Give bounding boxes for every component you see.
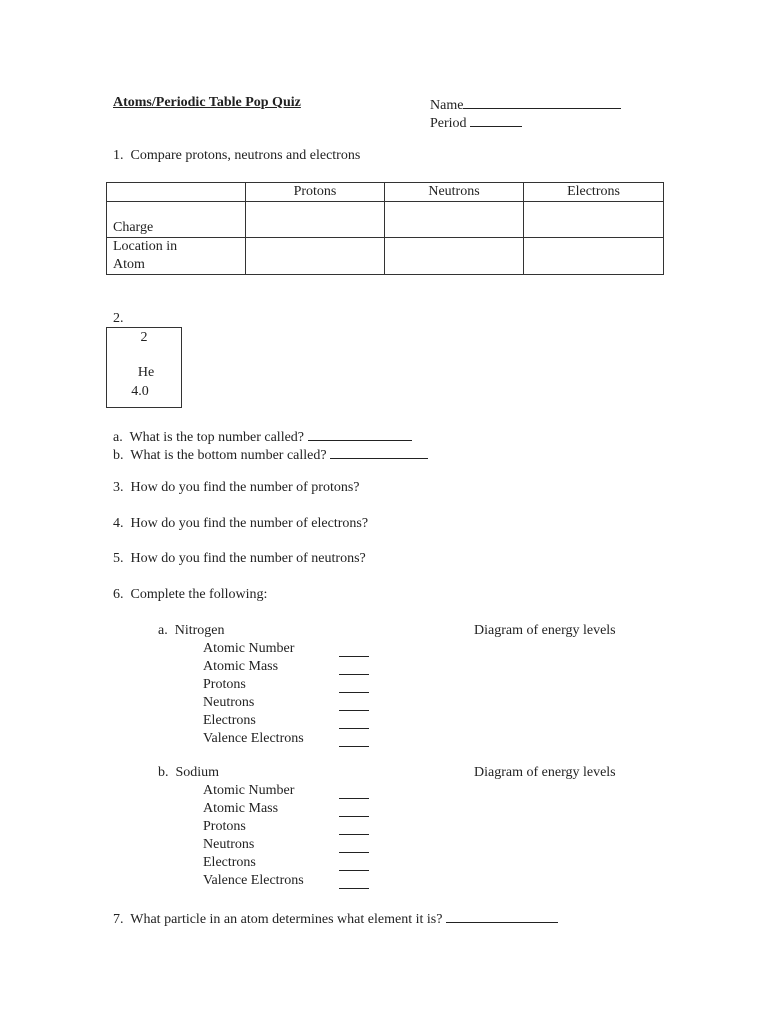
answer-blank[interactable] [339, 874, 369, 889]
answer-cell[interactable] [246, 202, 385, 238]
answer-blank[interactable] [339, 660, 369, 675]
answer-blank[interactable] [339, 642, 369, 657]
part-b-field: Neutrons [203, 837, 255, 852]
answer-blank[interactable] [330, 444, 428, 459]
table-row [107, 238, 664, 275]
element-box [106, 327, 182, 408]
answer-blank[interactable] [339, 856, 369, 871]
part-a-field: Neutrons [203, 695, 255, 710]
element-mass: 4.0 [131, 384, 149, 399]
part-b-field: Electrons [203, 855, 256, 870]
table-row [107, 202, 664, 238]
question-7-text: 7. What particle in an atom determines what element it is? [113, 912, 443, 927]
question-7 [113, 908, 558, 929]
element-atomic-number: 2 [140, 330, 148, 345]
element-symbol: He [137, 365, 155, 380]
answer-cell[interactable] [246, 238, 385, 275]
table-header-cell: Neutrons [385, 183, 524, 202]
answer-blank[interactable] [339, 732, 369, 747]
part-b-field: Valence Electrons [203, 873, 304, 888]
answer-blank[interactable] [308, 426, 412, 441]
period-line [430, 112, 522, 133]
question-6: 6. Complete the following: [113, 587, 268, 602]
question-2a-text: a. What is the top number called? [113, 430, 305, 445]
quiz-title: Atoms/Periodic Table Pop Quiz [113, 95, 301, 110]
table-header-cell [107, 183, 246, 202]
question-2b [113, 444, 428, 465]
answer-blank[interactable] [339, 696, 369, 711]
row-label-line: Location in [113, 239, 178, 254]
part-b-field: Atomic Mass [203, 801, 279, 816]
question-2b-text: b. What is the bottom number called? [113, 448, 327, 463]
table-header-cell: Electrons [524, 183, 664, 202]
question-4: 4. How do you find the number of electrons? [113, 516, 369, 531]
table-header-row [107, 183, 664, 202]
row-label-charge: Charge [107, 202, 246, 238]
answer-cell[interactable] [385, 202, 524, 238]
answer-blank[interactable] [339, 820, 369, 835]
period-label: Period [430, 116, 467, 131]
answer-blank[interactable] [339, 838, 369, 853]
answer-cell[interactable] [524, 238, 664, 275]
question-2-number: 2. [113, 311, 124, 326]
part-a-field: Protons [203, 677, 246, 692]
part-a-label: a. Nitrogen [158, 623, 225, 638]
part-b-field: Protons [203, 819, 246, 834]
part-a-field: Valence Electrons [203, 731, 304, 746]
part-a-field: Electrons [203, 713, 256, 728]
answer-blank[interactable] [339, 784, 369, 799]
part-b-label: b. Sodium [158, 765, 220, 780]
answer-blank[interactable] [446, 908, 558, 923]
answer-cell[interactable] [385, 238, 524, 275]
row-label-location [107, 238, 246, 275]
answer-cell[interactable] [524, 202, 664, 238]
answer-blank[interactable] [339, 714, 369, 729]
comparison-table [106, 182, 664, 275]
period-input-blank[interactable] [470, 112, 522, 127]
part-a-field: Atomic Mass [203, 659, 279, 674]
row-label-line: Atom [113, 257, 145, 272]
answer-blank[interactable] [339, 678, 369, 693]
question-5: 5. How do you find the number of neutrons? [113, 551, 366, 566]
name-label: Name [430, 98, 464, 113]
part-b-diagram-label: Diagram of energy levels [474, 765, 616, 780]
name-input-blank[interactable] [463, 94, 621, 109]
answer-blank[interactable] [339, 802, 369, 817]
part-a-diagram-label: Diagram of energy levels [474, 623, 616, 638]
part-b-field: Atomic Number [203, 783, 295, 798]
question-1: 1. Compare protons, neutrons and electrons [113, 148, 361, 163]
part-a-field: Atomic Number [203, 641, 295, 656]
question-3: 3. How do you find the number of protons? [113, 480, 360, 495]
table-header-cell: Protons [246, 183, 385, 202]
